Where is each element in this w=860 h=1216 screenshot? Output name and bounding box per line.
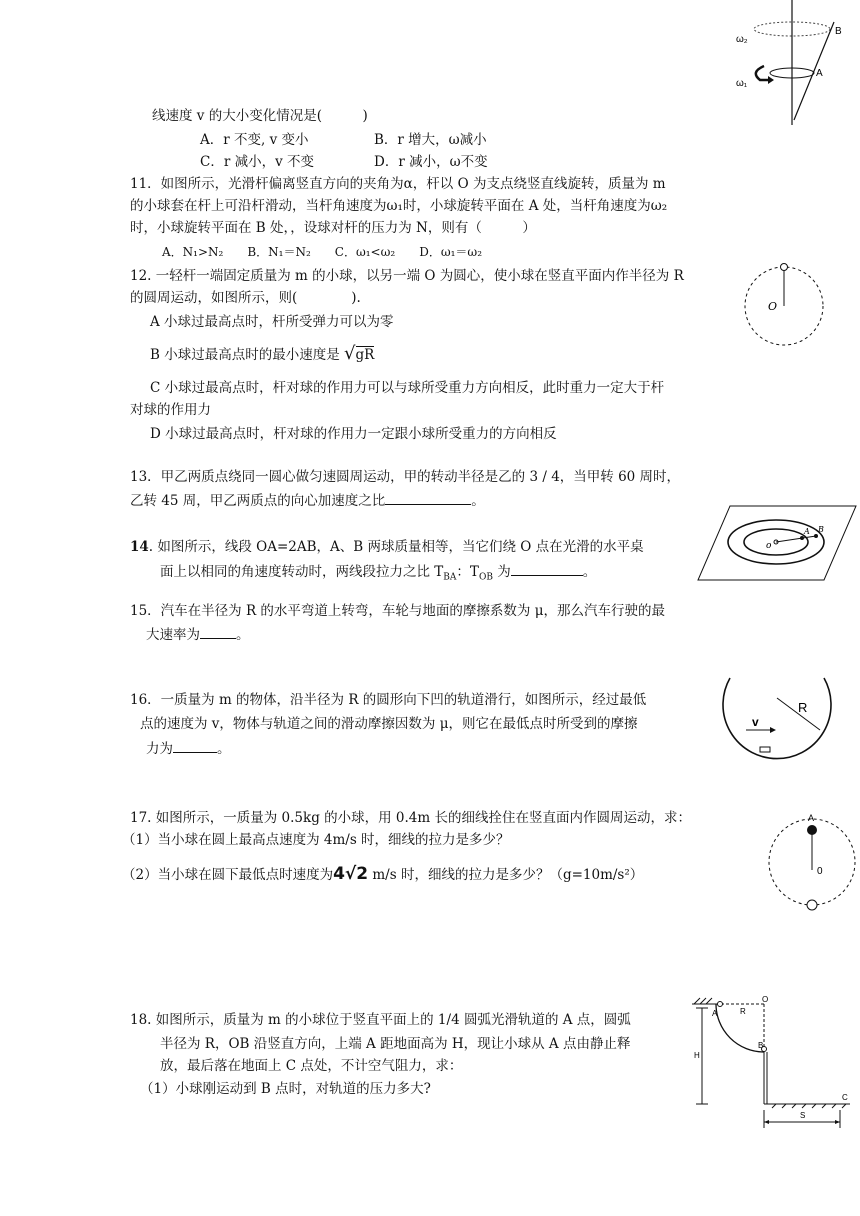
q11-options: A．N₁>N₂ B．N₁＝N₂ C．ω₁<ω₂ D．ω₁＝ω₂	[162, 245, 483, 259]
q15-line-2	[146, 624, 250, 645]
q11-line-2: 的小球套在杆上可沿杆滑动，当杆角速度为ω₁时，小球旋转平面在 A 处，当杆角速度为ω₂	[130, 198, 668, 214]
q14-line-1-text: . 如图所示，线段 OA=2AB，A、B 两球质量相等，当它们绕 O 点在光滑的水平桌	[148, 539, 644, 555]
table-label-b: B	[818, 525, 824, 534]
q11-line-1: 11．如图所示，光滑杆偏离竖直方向的夹角为α，杆以 O 为支点绕竖直线旋转，质量为 m	[130, 176, 666, 192]
arc-label-a: A	[712, 1009, 718, 1018]
q17-sub-2-text: （2）当小球在圆下最低点时速度为	[122, 867, 334, 883]
q15-line-2-text: 大速率为	[146, 627, 200, 643]
q16-line-2: 点的速度为 v，物体与轨道之间的滑动摩擦因数为 μ，则它在最低点时所受到的摩擦	[140, 716, 638, 732]
q17-line-1: 17. 如图所示，一质量为 0.5kg 的小球，用 0.4m 长的细线拴住在竖直面内作圆周运动，求：	[130, 810, 691, 826]
arc-label-s: S	[800, 1111, 806, 1120]
arc-label-r: R	[740, 1007, 746, 1016]
rotating-rod-figure	[728, 0, 848, 125]
q14-sub-ba: BA	[443, 572, 457, 583]
q12-option-b-expr: gR	[355, 347, 375, 363]
q13-end: 。	[471, 493, 485, 509]
q12-option-c-line-2: 对球的作用力	[130, 402, 211, 418]
q15-answer-blank[interactable]	[200, 624, 236, 639]
q15-line-1: 15．汽车在半径为 R 的水平弯道上转弯，车轮与地面的摩擦系数为 μ，那么汽车行驶的最	[130, 603, 665, 619]
q14-line-2-text: 面上以相同的角速度转动时，两线段拉力之比 T	[160, 564, 444, 580]
q12-option-a: A 小球过最高点时，杆所受弹力可以为零	[150, 314, 394, 330]
arc-label-h: H	[694, 1051, 700, 1060]
arc-label-b: B	[758, 1041, 764, 1050]
q10-stem: 线速度 v 的大小变化情况是( )	[152, 108, 368, 124]
q13-line-1: 13．甲乙两质点绕同一圆心做匀速圆周运动，甲的转动半径是乙的 3 / 4，当甲转 60 周时，	[130, 469, 681, 485]
q14-number: 14	[130, 539, 149, 555]
q16-end: 。	[217, 741, 231, 757]
q12-option-d: D 小球过最高点时，杆对球的作用力一定跟小球所受重力的方向相反	[150, 426, 557, 442]
q11-line-3: 时，小球旋转平面在 B 处，，设球对杆的压力为 N，则有（ ）	[130, 220, 536, 236]
q13-line-2	[130, 490, 485, 511]
q12-option-b-text: B 小球过最高点时的最小速度是	[150, 347, 340, 363]
q17-sub-2-expr: 4√2	[333, 864, 369, 884]
q12-option-c-line-1: C 小球过最高点时，杆对球的作用力可以与球所受重力方向相反，此时重力一定大于杆	[150, 380, 665, 396]
q12-option-b	[150, 344, 374, 365]
q14-end: 。	[582, 564, 597, 580]
rod-label-a: A	[816, 68, 823, 79]
string-label-o: 0	[817, 866, 823, 877]
q17-sub-1: （1）当小球在圆上最高点速度为 4m/s 时，细线的拉力是多少？	[122, 832, 510, 848]
rod-label-w2: ω₂	[736, 34, 748, 45]
rod-label-b: B	[835, 26, 842, 37]
q14-line-2-tail: 为	[492, 564, 511, 580]
q10-option-c: C．r 减小，v 不变	[200, 154, 314, 170]
q14-line-2	[160, 561, 596, 588]
table-label-a: A	[804, 527, 810, 536]
arc-label-o: O	[762, 995, 769, 1004]
rod-label-w1: ω₁	[736, 78, 748, 89]
rod-circle-figure	[740, 258, 830, 348]
q16-answer-blank[interactable]	[173, 738, 217, 753]
q16-line-3	[146, 738, 231, 759]
q10-option-b: B．r 增大，ω减小	[374, 132, 487, 148]
string-label-a: A	[808, 813, 815, 823]
q13-line-2-text: 乙转 45 周，甲乙两质点的向心加速度之比	[130, 493, 386, 509]
sqrt-symbol: √	[344, 343, 356, 364]
track-label-v: v	[752, 715, 759, 729]
arc-label-c: C	[842, 1093, 848, 1102]
q12-line-2: 的圆周运动，如图所示，则( ).	[130, 290, 361, 306]
table-rotation-figure	[696, 502, 858, 584]
q13-answer-blank[interactable]	[385, 490, 471, 505]
q10-option-d: D．r 减小，ω不变	[374, 154, 488, 170]
concave-track-figure	[718, 676, 836, 762]
q17-sub-2-tail: m/s 时，细线的拉力是多少？（g=10m/s²）	[368, 867, 644, 883]
q18-line-1: 18. 如图所示，质量为 m 的小球位于竖直平面上的 1/4 圆弧光滑轨道的 A 点，圆弧	[130, 1012, 631, 1028]
q14-answer-blank[interactable]	[511, 561, 583, 576]
q14-mid: ：T	[456, 564, 479, 580]
rod-circle-label-o: O	[768, 300, 778, 313]
q12-line-1: 12. 一轻杆一端固定质量为 m 的小球，以另一端 O 为圆心，使小球在竖直平面内作半径为 R	[130, 268, 684, 284]
q17-sub-2	[122, 864, 643, 885]
q10-option-a: A．r 不变, v 变小	[200, 132, 309, 148]
q18-line-2: 半径为 R，OB 沿竖直方向，上端 A 距地面高为 H，现让小球从 A 点由静止释	[160, 1036, 631, 1052]
string-circle-figure	[764, 812, 860, 916]
q18-sub-1: （1）小球刚运动到 B 点时，对轨道的压力多大?	[140, 1081, 431, 1097]
table-label-o: o	[766, 541, 772, 551]
quarter-arc-track-figure	[690, 994, 852, 1132]
q16-line-3-text: 力为	[146, 741, 173, 757]
q14-sub-ob: OB	[478, 572, 493, 583]
q15-end: 。	[236, 627, 250, 643]
track-label-r: R	[798, 700, 808, 715]
q14-line-1	[130, 537, 644, 557]
q18-line-3: 放，最后落在地面上 C 点处，不计空气阻力，求：	[160, 1058, 463, 1074]
q16-line-1: 16．一质量为 m 的物体，沿半径为 R 的圆形向下凹的轨道滑行，如图所示，经过最低	[130, 692, 647, 708]
